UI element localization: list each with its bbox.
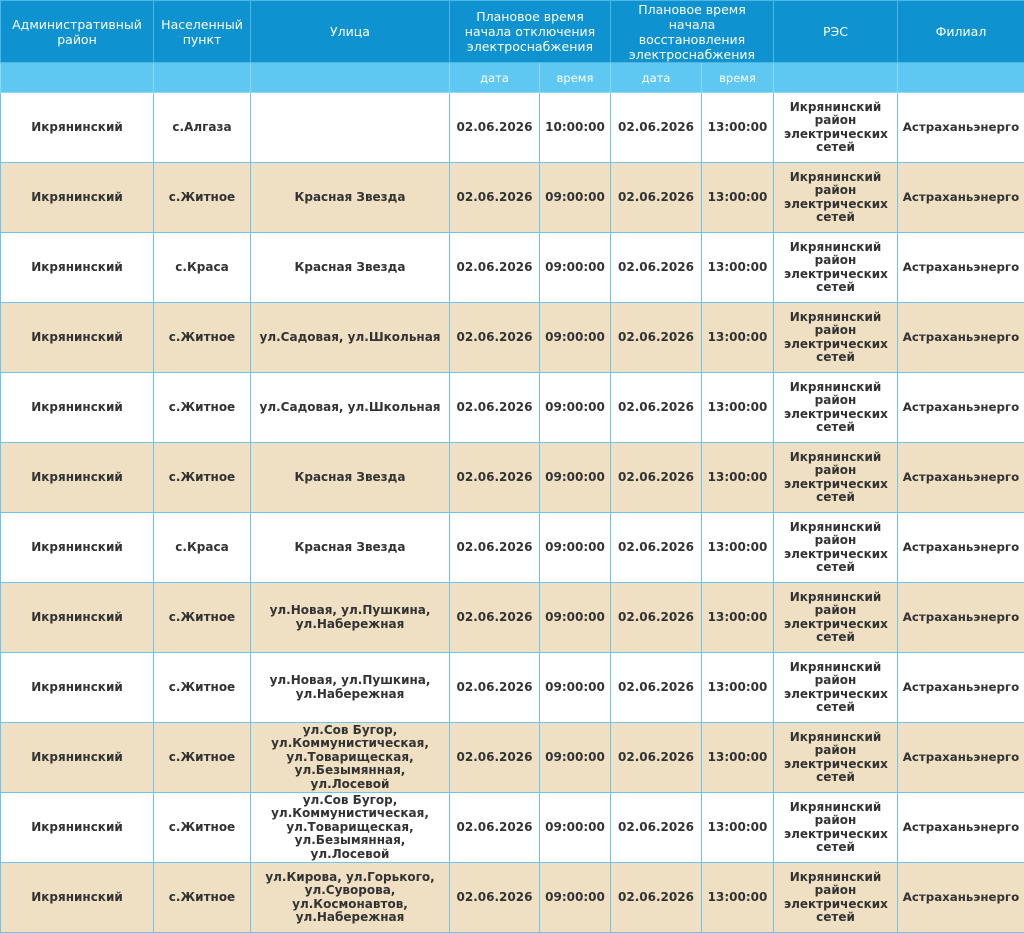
table-row — [1, 723, 1024, 793]
cell-off-time: 09:00:00 — [540, 443, 611, 513]
cell-res: Икрянинский район электрических сетей — [774, 93, 898, 163]
cell-off-date: 02.06.2026 — [450, 373, 540, 443]
cell-on-time: 13:00:00 — [702, 373, 774, 443]
cell-locality: с.Житное — [154, 163, 251, 233]
cell-off-date: 02.06.2026 — [450, 303, 540, 373]
cell-res: Икрянинский район электрических сетей — [774, 443, 898, 513]
cell-on-date: 02.06.2026 — [611, 863, 702, 933]
cell-res: Икрянинский район электрических сетей — [774, 653, 898, 723]
cell-res: Икрянинский район электрических сетей — [774, 303, 898, 373]
cell-res: Икрянинский район электрических сетей — [774, 163, 898, 233]
cell-street: ул.Новая, ул.Пушкина, ул.Набережная — [251, 653, 450, 723]
cell-res: Икрянинский район электрических сетей — [774, 863, 898, 933]
cell-branch: Астраханьэнерго — [898, 303, 1024, 373]
cell-street: Красная Звезда — [251, 513, 450, 583]
cell-off-time: 09:00:00 — [540, 163, 611, 233]
subcol-empty — [154, 63, 251, 93]
cell-branch: Астраханьэнерго — [898, 723, 1024, 793]
cell-on-date: 02.06.2026 — [611, 653, 702, 723]
cell-branch: Астраханьэнерго — [898, 233, 1024, 303]
cell-street: ул.Кирова, ул.Горького, ул.Суворова, ул.Космонавтов, ул.Набережная — [251, 863, 450, 933]
subcol-empty — [898, 63, 1024, 93]
cell-on-date: 02.06.2026 — [611, 163, 702, 233]
cell-on-date: 02.06.2026 — [611, 233, 702, 303]
cell-street: Красная Звезда — [251, 443, 450, 513]
cell-district: Икрянинский — [1, 93, 154, 163]
cell-off-date: 02.06.2026 — [450, 723, 540, 793]
table-row — [1, 443, 1024, 513]
cell-off-date: 02.06.2026 — [450, 863, 540, 933]
cell-branch: Астраханьэнерго — [898, 793, 1024, 863]
cell-off-time: 09:00:00 — [540, 793, 611, 863]
table-row — [1, 93, 1024, 163]
cell-district: Икрянинский — [1, 723, 154, 793]
cell-off-time: 09:00:00 — [540, 863, 611, 933]
cell-off-date: 02.06.2026 — [450, 583, 540, 653]
cell-off-date: 02.06.2026 — [450, 653, 540, 723]
col-street[interactable]: Улица — [251, 1, 450, 63]
cell-locality: с.Житное — [154, 443, 251, 513]
cell-on-time: 13:00:00 — [702, 583, 774, 653]
cell-locality: с.Житное — [154, 863, 251, 933]
subcol-empty — [774, 63, 898, 93]
cell-locality: с.Краса — [154, 233, 251, 303]
col-district[interactable]: Административный район — [1, 1, 154, 63]
cell-on-date: 02.06.2026 — [611, 513, 702, 583]
cell-street: ул.Новая, ул.Пушкина, ул.Набережная — [251, 583, 450, 653]
cell-district: Икрянинский — [1, 653, 154, 723]
cell-off-time: 09:00:00 — [540, 583, 611, 653]
cell-off-date: 02.06.2026 — [450, 513, 540, 583]
cell-on-date: 02.06.2026 — [611, 723, 702, 793]
cell-locality: с.Житное — [154, 653, 251, 723]
cell-district: Икрянинский — [1, 303, 154, 373]
table-row — [1, 583, 1024, 653]
cell-branch: Астраханьэнерго — [898, 583, 1024, 653]
cell-branch: Астраханьэнерго — [898, 513, 1024, 583]
col-branch[interactable]: Филиал — [898, 1, 1024, 63]
cell-off-time: 09:00:00 — [540, 653, 611, 723]
table-row — [1, 513, 1024, 583]
cell-street: Красная Звезда — [251, 163, 450, 233]
cell-on-date: 02.06.2026 — [611, 93, 702, 163]
col-off-time[interactable]: Плановое время начала отключения электроснабжения — [450, 1, 611, 63]
cell-res: Икрянинский район электрических сетей — [774, 793, 898, 863]
cell-on-time: 13:00:00 — [702, 93, 774, 163]
cell-on-time: 13:00:00 — [702, 443, 774, 513]
cell-street — [251, 93, 450, 163]
cell-on-time: 13:00:00 — [702, 163, 774, 233]
cell-locality: с.Краса — [154, 513, 251, 583]
cell-off-time: 09:00:00 — [540, 303, 611, 373]
cell-street: ул.Садовая, ул.Школьная — [251, 303, 450, 373]
cell-locality: с.Житное — [154, 793, 251, 863]
table-row — [1, 793, 1024, 863]
cell-street: ул.Сов Бугор, ул.Коммунистическая, ул.Товарищеская, ул.Безымянная, ул.Лосевой — [251, 793, 450, 863]
table-row — [1, 163, 1024, 233]
cell-off-time: 09:00:00 — [540, 723, 611, 793]
table-header — [1, 1, 1024, 93]
cell-on-time: 13:00:00 — [702, 233, 774, 303]
cell-branch: Астраханьэнерго — [898, 863, 1024, 933]
cell-on-date: 02.06.2026 — [611, 303, 702, 373]
cell-on-time: 13:00:00 — [702, 863, 774, 933]
cell-locality: с.Алгаза — [154, 93, 251, 163]
cell-branch: Астраханьэнерго — [898, 93, 1024, 163]
subcol-off-date[interactable]: дата — [450, 63, 540, 93]
cell-district: Икрянинский — [1, 793, 154, 863]
cell-on-date: 02.06.2026 — [611, 583, 702, 653]
cell-on-time: 13:00:00 — [702, 513, 774, 583]
cell-res: Икрянинский район электрических сетей — [774, 723, 898, 793]
col-res[interactable]: РЭС — [774, 1, 898, 63]
col-locality[interactable]: Населенный пункт — [154, 1, 251, 63]
col-on-time[interactable]: Плановое время начала восстановления электроснабжения — [611, 1, 774, 63]
cell-off-date: 02.06.2026 — [450, 93, 540, 163]
cell-district: Икрянинский — [1, 163, 154, 233]
subcol-on-clock[interactable]: время — [702, 63, 774, 93]
cell-street: Красная Звезда — [251, 233, 450, 303]
cell-off-date: 02.06.2026 — [450, 233, 540, 303]
cell-off-date: 02.06.2026 — [450, 793, 540, 863]
table-row — [1, 373, 1024, 443]
cell-off-time: 10:00:00 — [540, 93, 611, 163]
cell-locality: с.Житное — [154, 583, 251, 653]
cell-on-time: 13:00:00 — [702, 723, 774, 793]
table-row — [1, 233, 1024, 303]
cell-off-date: 02.06.2026 — [450, 163, 540, 233]
cell-on-date: 02.06.2026 — [611, 373, 702, 443]
cell-branch: Астраханьэнерго — [898, 653, 1024, 723]
cell-district: Икрянинский — [1, 583, 154, 653]
cell-district: Икрянинский — [1, 373, 154, 443]
table-body — [1, 93, 1024, 933]
cell-district: Икрянинский — [1, 863, 154, 933]
cell-locality: с.Житное — [154, 373, 251, 443]
cell-res: Икрянинский район электрических сетей — [774, 373, 898, 443]
cell-street: ул.Сов Бугор, ул.Коммунистическая, ул.Товарищеская, ул.Безымянная, ул.Лосевой — [251, 723, 450, 793]
cell-on-time: 13:00:00 — [702, 653, 774, 723]
cell-res: Икрянинский район электрических сетей — [774, 233, 898, 303]
cell-res: Икрянинский район электрических сетей — [774, 513, 898, 583]
cell-street: ул.Садовая, ул.Школьная — [251, 373, 450, 443]
subcol-off-clock[interactable]: время — [540, 63, 611, 93]
cell-off-time: 09:00:00 — [540, 373, 611, 443]
cell-locality: с.Житное — [154, 723, 251, 793]
cell-on-date: 02.06.2026 — [611, 443, 702, 513]
cell-on-time: 13:00:00 — [702, 303, 774, 373]
table-row — [1, 303, 1024, 373]
cell-on-date: 02.06.2026 — [611, 793, 702, 863]
cell-branch: Астраханьэнерго — [898, 443, 1024, 513]
table-row — [1, 863, 1024, 933]
cell-on-time: 13:00:00 — [702, 793, 774, 863]
table-row — [1, 653, 1024, 723]
cell-res: Икрянинский район электрических сетей — [774, 583, 898, 653]
cell-locality: с.Житное — [154, 303, 251, 373]
cell-district: Икрянинский — [1, 233, 154, 303]
cell-branch: Астраханьэнерго — [898, 163, 1024, 233]
cell-district: Икрянинский — [1, 513, 154, 583]
subcol-empty — [1, 63, 154, 93]
cell-branch: Астраханьэнерго — [898, 373, 1024, 443]
cell-district: Икрянинский — [1, 443, 154, 513]
cell-off-date: 02.06.2026 — [450, 443, 540, 513]
cell-off-time: 09:00:00 — [540, 233, 611, 303]
subcol-on-date[interactable]: дата — [611, 63, 702, 93]
cell-off-time: 09:00:00 — [540, 513, 611, 583]
subcol-empty — [251, 63, 450, 93]
